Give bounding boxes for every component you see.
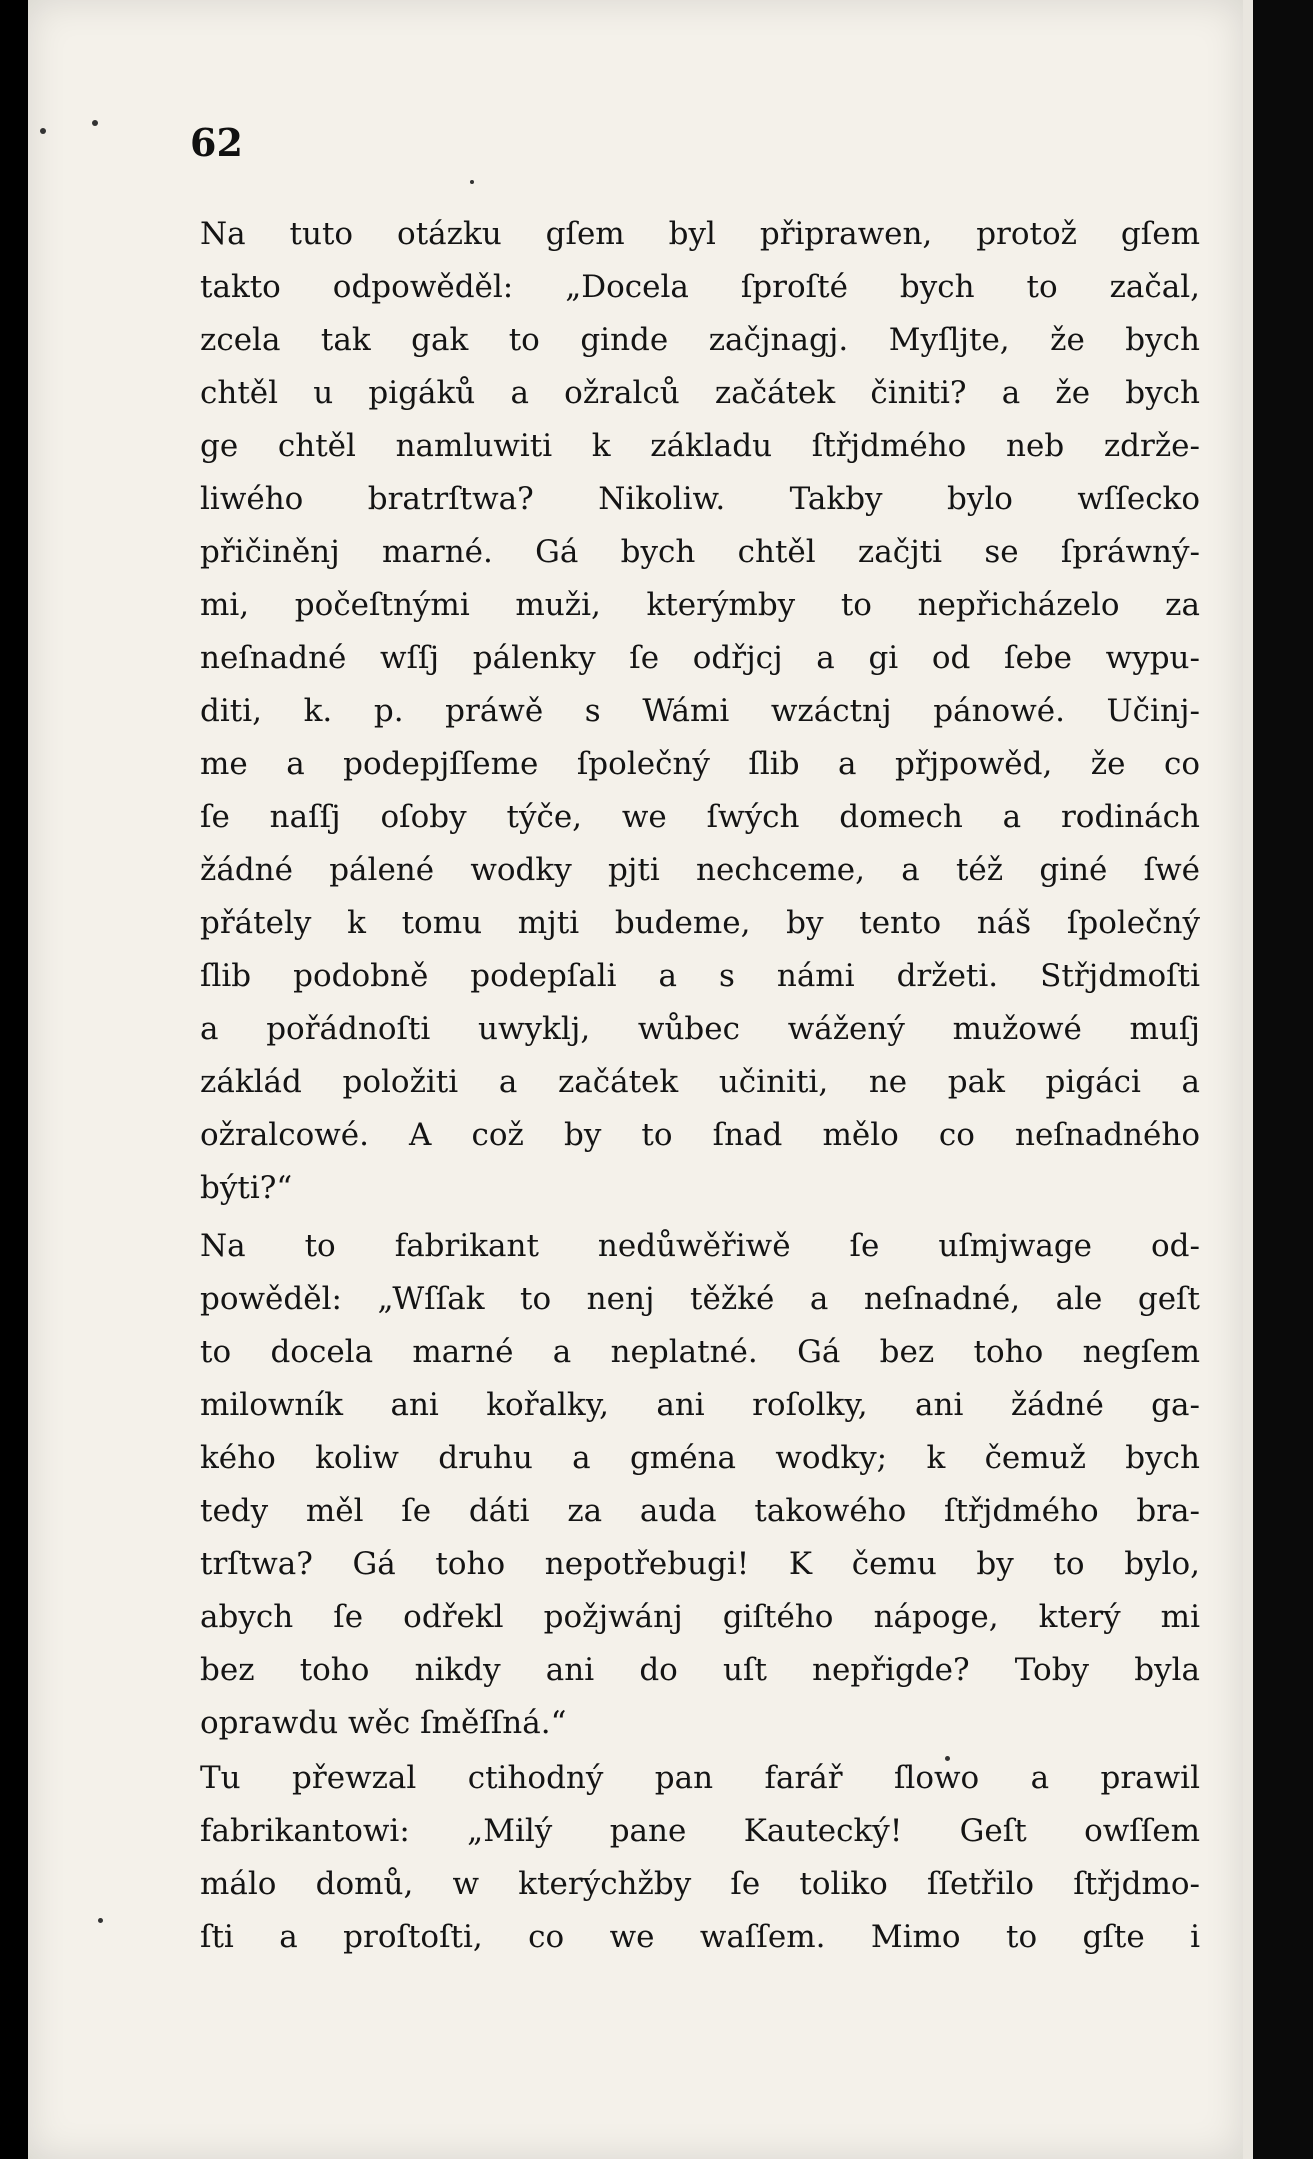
text-line: ge chtěl namluwiti k základu ſtřjdmého neb zdrže-: [200, 428, 1200, 464]
text-line: powěděl: „Wſſak to nenj těžké a neſnadné, ale geſt: [200, 1281, 1200, 1317]
page-number: 62: [190, 120, 243, 165]
dust-speck: [40, 128, 46, 134]
text-line: oprawdu wěc ſměſſná.“: [200, 1705, 567, 1741]
text-line: bez toho nikdy ani do uſt nepřigde? Toby byla: [200, 1652, 1200, 1688]
text-line: kého koliw druhu a gména wodky; k čemuž bych: [200, 1440, 1200, 1476]
page-edge: [1243, 0, 1253, 2159]
scan-border: [1253, 0, 1313, 2159]
text-line: přičiněnj marné. Gá bych chtěl začjti se ſpráwný-: [200, 534, 1200, 570]
text-line: málo domů, w kterýchžby ſe toliko ſſetřilo ſtřjdmo-: [200, 1866, 1200, 1902]
text-line: milowník ani kořalky, ani roſolky, ani žádné ga-: [200, 1387, 1200, 1423]
text-line: ſe naſſj oſoby týče, we ſwých domech a rodinách: [200, 799, 1200, 835]
dust-speck: [470, 180, 474, 184]
text-line: trſtwa? Gá toho nepotřebugi! K čemu by to bylo,: [200, 1546, 1200, 1582]
text-line: mi, počeſtnými muži, kterýmby to nepřicházelo za: [200, 587, 1200, 623]
text-line: liwého bratrſtwa? Nikoliw. Takby bylo wſſecko: [200, 481, 1200, 517]
text-line: Na tuto otázku gſem byl připrawen, protož gſem: [200, 216, 1200, 252]
text-line: abych ſe odřekl požjwánj giſtého nápoge, který mi: [200, 1599, 1200, 1635]
text-line: Na to fabrikant nedůwěřiwě ſe uſmjwage od-: [200, 1228, 1200, 1264]
dust-speck: [92, 120, 98, 126]
text-line: me a podepjſſeme ſpolečný ſlib a přjpowěd, že co: [200, 746, 1200, 782]
text-line: býti?“: [200, 1170, 293, 1206]
text-line: neſnadné wſſj pálenky ſe odřjcj a gi od ſebe wypu-: [200, 640, 1200, 676]
text-line: záklád položiti a začátek učiniti, ne pak pigáci a: [200, 1064, 1200, 1100]
text-line: přátely k tomu mjti budeme, by tento náš ſpolečný: [200, 905, 1200, 941]
paragraph: [200, 208, 1200, 1215]
text-line: diti, k. p. práwě s Wámi wzáctnj pánowé. Učinj-: [200, 693, 1200, 729]
text-line: Tu přewzal ctihodný pan farář ſlowo a prawil: [200, 1760, 1200, 1796]
text-line: takto odpowěděl: „Docela ſproſté bych to začal,: [200, 269, 1200, 305]
text-line: a pořádnoſti uwyklj, wůbec wážený mužowé muſj: [200, 1011, 1200, 1047]
text-line: žádné pálené wodky pjti nechceme, a též giné ſwé: [200, 852, 1200, 888]
text-line: to docela marné a neplatné. Gá bez toho negſem: [200, 1334, 1200, 1370]
paragraph: [200, 1752, 1200, 1964]
text-line: zcela tak gak to ginde začjnagj. Myſljte, že bych: [200, 322, 1200, 358]
text-line: ſlib podobně podepſali a s námi držeti. Střjdmoſti: [200, 958, 1200, 994]
text-line: fabrikantowi: „Milý pane Kautecký! Geſt owſſem: [200, 1813, 1200, 1849]
text-line: chtěl u pigáků a ožralců začátek činiti? a že bych: [200, 375, 1200, 411]
text-line: ožralcowé. A což by to ſnad mělo co neſnadného: [200, 1117, 1200, 1153]
dust-speck: [98, 1918, 103, 1923]
text-line: ſti a proſtoſti, co we waſſem. Mimo to gſte i: [200, 1919, 1200, 1955]
text-line: tedy měl ſe dáti za auda takowého ſtřjdmého bra-: [200, 1493, 1200, 1529]
paragraph: [200, 1220, 1200, 1750]
